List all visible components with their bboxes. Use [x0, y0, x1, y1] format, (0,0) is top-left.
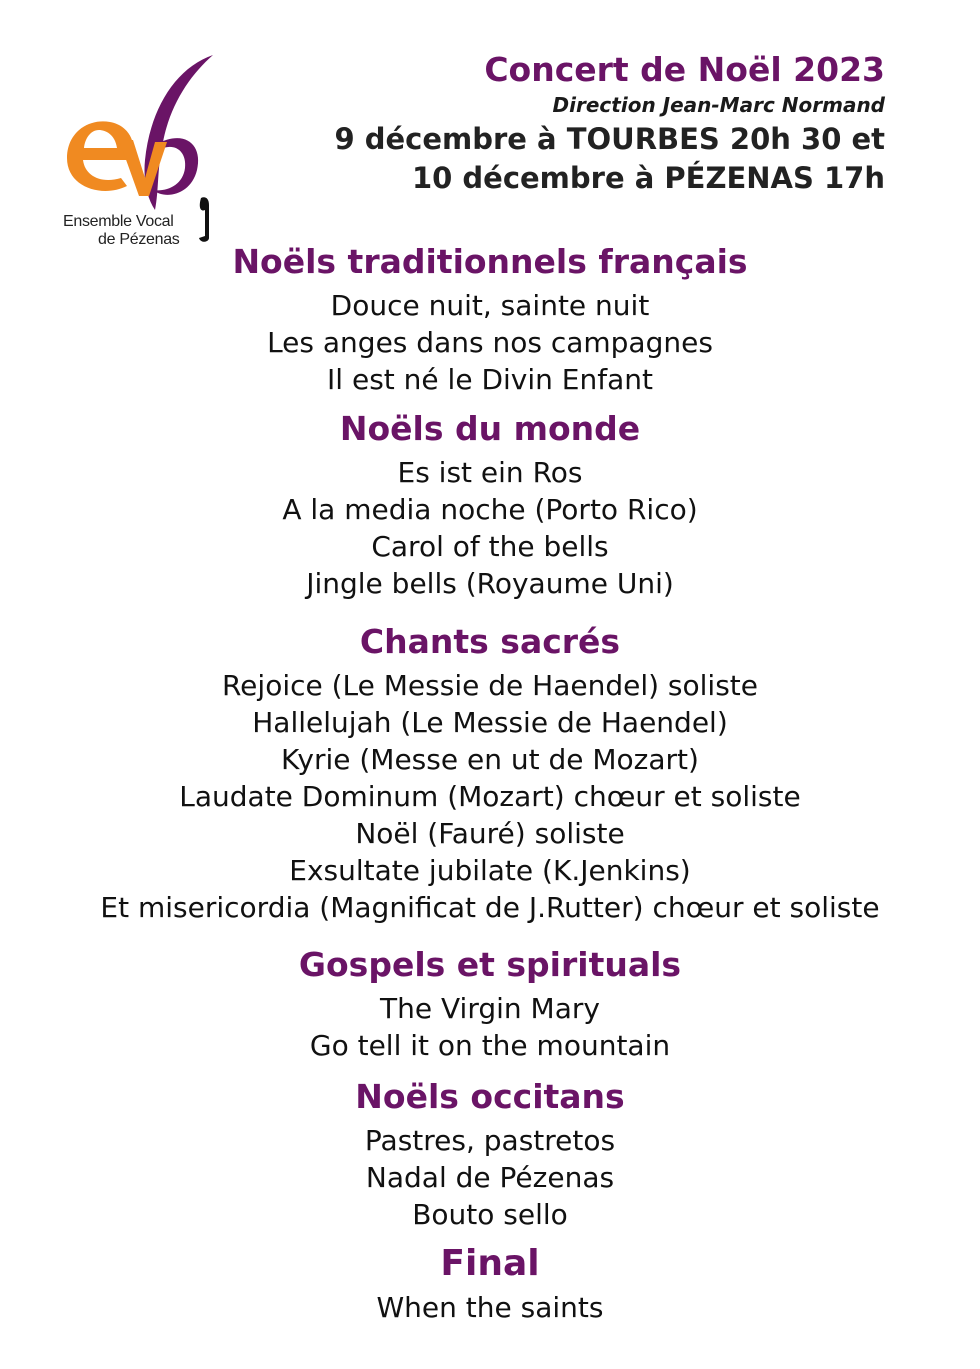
- concert-date-line2: 10 décembre à PÉZENAS 17h: [411, 161, 885, 195]
- program-item: Nadal de Pézenas: [365, 1161, 615, 1194]
- logo-orange-e: [67, 121, 134, 191]
- section-occitans: [0, 1072, 980, 1233]
- program-item: A la media noche (Porto Rico): [282, 493, 698, 526]
- program-item: Et misericordia (Magnificat de J.Rutter) chœur et soliste: [100, 891, 880, 924]
- section-sacres: [0, 617, 980, 926]
- program-item: Hallelujah (Le Messie de Haendel): [252, 706, 728, 739]
- logo-clef: [199, 197, 209, 242]
- program-item: Exsultate jubilate (K.Jenkins): [289, 854, 691, 887]
- section-title: Noëls occitans: [355, 1077, 625, 1116]
- logo-orange-v: [119, 140, 167, 196]
- program-item: Noël (Fauré) soliste: [355, 817, 625, 850]
- program: [0, 237, 980, 1326]
- section-title: Chants sacrés: [359, 622, 621, 661]
- section-traditionnels: [0, 237, 980, 398]
- program-item: Laudate Dominum (Mozart) chœur et soliste: [179, 780, 801, 813]
- program-item: Pastres, pastretos: [364, 1124, 616, 1157]
- program-item: Es ist ein Ros: [397, 456, 583, 489]
- section-monde: [0, 404, 980, 602]
- section-title: Final: [440, 1243, 540, 1284]
- program-item: Bouto sello: [412, 1198, 568, 1231]
- section-title: Noëls traditionnels français: [232, 242, 748, 281]
- program-item: When the saints: [376, 1291, 604, 1324]
- section-gospels: [0, 940, 980, 1064]
- section-title: Noëls du monde: [339, 409, 641, 448]
- program-item: Carol of the bells: [371, 530, 609, 563]
- section-final: [0, 1239, 980, 1326]
- program-item: Go tell it on the mountain: [309, 1029, 671, 1062]
- concert-direction: Direction Jean-Marc Normand: [552, 93, 885, 117]
- logo-name-line1: Ensemble Vocal: [63, 213, 174, 230]
- program-item: Les anges dans nos campagnes: [267, 326, 713, 359]
- program-item: Il est né le Divin Enfant: [327, 363, 653, 396]
- section-title: Gospels et spirituals: [298, 945, 682, 984]
- program-item: Jingle bells (Royaume Uni): [306, 567, 674, 600]
- concert-title: Concert de Noël 2023: [484, 50, 885, 89]
- program-item: Kyrie (Messe en ut de Mozart): [281, 743, 699, 776]
- program-item: Douce nuit, sainte nuit: [330, 289, 650, 322]
- concert-header: [334, 50, 885, 198]
- logo-name-line2: de Pézenas: [98, 231, 180, 248]
- program-item: Rejoice (Le Messie de Haendel) soliste: [221, 669, 759, 702]
- concert-date-line1: 9 décembre à TOURBES 20h 30 et: [334, 122, 885, 156]
- program-item: The Virgin Mary: [380, 992, 600, 1025]
- logo: [55, 50, 230, 255]
